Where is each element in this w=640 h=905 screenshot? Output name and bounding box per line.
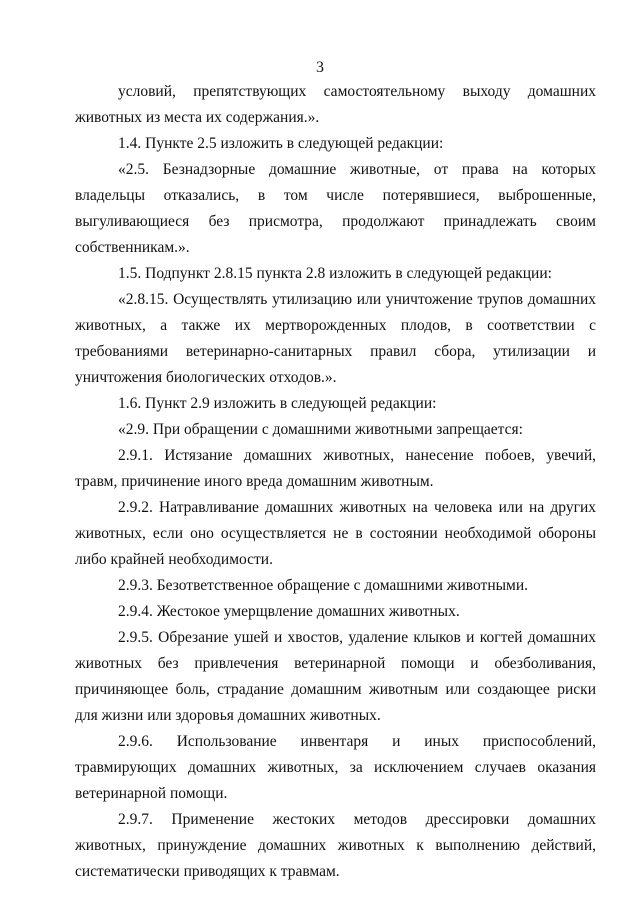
paragraph-clause-2-9-4: 2.9.4. Жестокое умерщвление домашних животных. (118, 603, 460, 620)
paragraph-item-1-6: 1.6. Пункт 2.9 изложить в следующей редакции: (118, 395, 437, 412)
paragraph-clause-2-9-6: 2.9.6. Использование инвентаря и иных приспособлений, травмирующих домашних животных, за исключением случаев оказания ветеринарной помощи. (75, 733, 596, 802)
paragraph-item-1-5: 1.5. Подпункт 2.8.15 пункта 2.8 изложить в следующей редакции: (118, 265, 552, 282)
paragraph-clause-2-8-15: «2.8.15. Осуществлять утилизацию или уничтожение трупов домашних животных, а также их мертворожденных плодов, в соответствии с требованиями ветеринарно-санитарных правил сбора, утилизации и уничтожения биологических отходов.». (75, 291, 596, 386)
paragraph-clause-2-9-5: 2.9.5. Обрезание ушей и хвостов, удаление клыков и когтей домашних животных без привлечения ветеринарной помощи и обезболивания, причиняющее боль, страдание домашним животным или создающее риски для жизни или здоровья домашних животных. (75, 629, 596, 724)
paragraph-clause-2-9-2: 2.9.2. Натравливание домашних животных на человека или на других животных, если оно осуществляется не в состоянии необходимой обороны либо крайней необходимости. (75, 499, 596, 568)
paragraph-clause-2-9-1: 2.9.1. Истязание домашних животных, нанесение побоев, увечий, травм, причинение иного вреда домашним животным. (75, 447, 596, 490)
paragraph-clause-2-9-3: 2.9.3. Безответственное обращение с домашними животными. (118, 577, 529, 594)
paragraph-clause-2-9-7: 2.9.7. Применение жестоких методов дрессировки домашних животных, принуждение домашних животных к выполнению действий, систематически приводящих к травмам. (75, 811, 596, 880)
paragraph-clause-2-9: «2.9. При обращении с домашними животными запрещается: (118, 421, 523, 438)
paragraph-clause-2-5: «2.5. Безнадзорные домашние животные, от права на которых владельцы отказались, в том числе потерявшиеся, выброшенные, выгуливающиеся без присмотра, продолжают принадлежать своим собственникам.». (75, 161, 596, 256)
paragraph-continuation: условий, препятствующих самостоятельному выходу домашних животных из места их содержания.». (75, 83, 596, 126)
page-number: 3 (316, 59, 324, 76)
document-body (75, 79, 596, 885)
paragraph-item-1-4: 1.4. Пункте 2.5 изложить в следующей редакции: (118, 135, 444, 152)
